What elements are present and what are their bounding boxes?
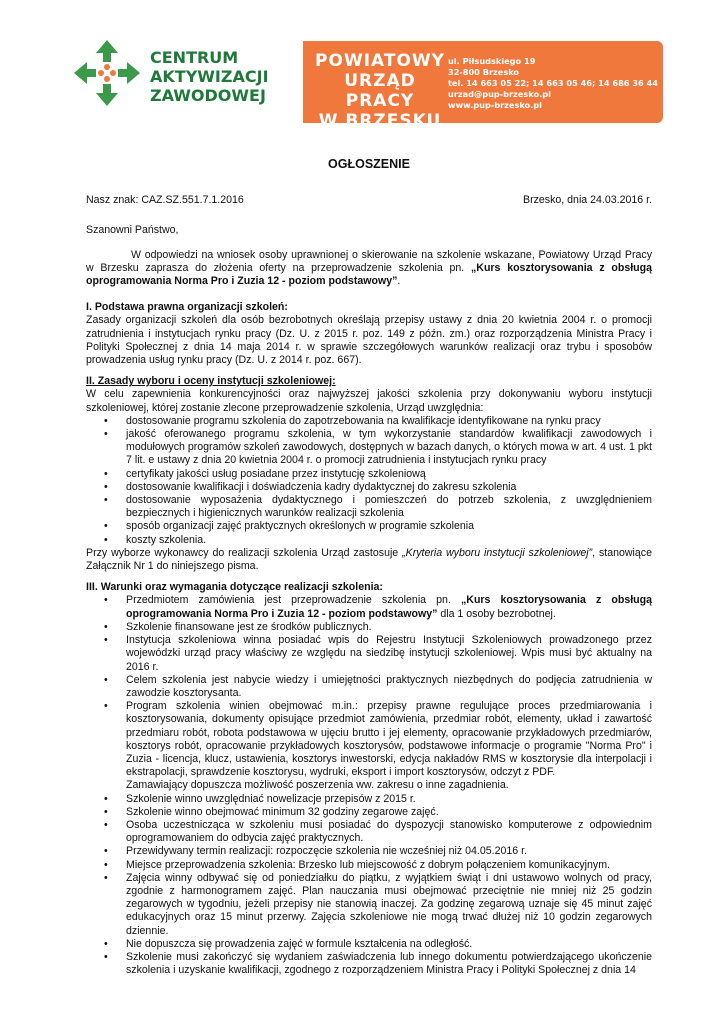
list-item: • jakość oferowanego programu szkolenia, w tym wykorzystanie standardów kwalifikacji zawodowych i modułowych programów szkoleń zawodowych, dostępnych w bazach danych, o których mowa w art. 4 ust. 1 pkt 7 lit. e ustawy z dnia 20 kwietnia 2004 r. o promocji zatrudnienia i instytucjach rynku pracy xyxy=(126,428,652,468)
list-item: • Program szkolenia winien obejmować m.in.: przepisy prawne regulujące proces przedmiarowania i kosztorysowania, dokumenty opisujące przedmiot zamówienia, przedmiar robót, elementy, układ i zawartość przedmiaru robót, robota podstawowa w ujęciu brutto i jej elementy, opracowanie przykładowych przedmiarów, kosztorys robót, opracowanie przykładowych kosztorysów, podstawowe informacje o programie "Norma Pro" i Zuzia - licencja, klucz, ustawienia, kosztorys inwestorski, edycja nakładów RMS w kosztorysie dla interpolacji i ekstrapolacji, sprawdzenie kosztorysu, wydruki, eksport i import kosztorysów, odczyt z PDF. xyxy=(126,700,652,779)
list-item: • Szkolenie winno obejmować minimum 32 godziny zegarowe zajęć. xyxy=(126,806,652,819)
logo-name: CENTRUM AKTYWIZACJI ZAWODOWEJ xyxy=(150,48,269,105)
reference-number: Nasz znak: CAZ.SZ.551.7.1.2016 xyxy=(86,194,244,207)
email-link[interactable]: urzad@pup-brzesko.pl xyxy=(448,89,551,99)
list-item: • certyfikaty jakości usług posiadane przez instytucję szkoleniową xyxy=(126,468,652,481)
office-banner xyxy=(303,41,663,131)
list-item: • Celem szkolenia jest nabycie wiedzy i umiejętności praktycznych niezbędnych do podjęcia zatrudnienia w zawodzie kosztorysanta. xyxy=(126,674,652,700)
list-item: • Miejsce przeprowadzenia szkolenia: Brzesko lub miejscowość z dobrym połączeniem komunikacyjnym. xyxy=(126,859,652,872)
website-link[interactable]: www.pup-brzesko.pl xyxy=(448,100,542,110)
office-name: POWIATOWY URZĄD PRACY W BRZESKU xyxy=(315,51,445,131)
section-1-text: Zasady organizacji szkoleń dla osób bezrobotnych określają przepisy ustawy z dnia 20 kwietnia 2004 r. o promocji zatrudnienia i instytucjach rynku pracy (Dz. U. z 2015 r. poz. 149 z późn. zm.) oraz rozporządzenia Ministra Pracy i Polityki Społecznej z dnia 14 maja 2014 r. w sprawie szczegółowych warunków realizacji oraz trybu i sposobów prowadzenia usług rynku pracy (Dz. U. z 2014 r. poz. 667). xyxy=(86,314,652,367)
section-3-list xyxy=(86,594,652,977)
list-item: • Szkolenie musi zakończyć się wydaniem zaświadczenia lub innego dokumentu potwierdzającego ukończenie szkolenia i uzyskanie kwalifikacji, zgodnego z rozporządzeniem Ministra Pracy i Polityki Społecznej z dnia 14 xyxy=(126,951,652,977)
list-item: • koszty szkolenia. xyxy=(126,534,652,547)
list-item: • Zajęcia winny odbywać się od poniedziałku do piątku, z wyjątkiem świąt i dni ustawowo wolnych od pracy, zgodnie z harmonogramem zajęć. Plan nauczania musi obejmować przeciętnie nie mniej niż 25 godzin zegarowych w tygodniu, jeżeli przepisy nie stanowią inaczej. Za godzinę zegarową uznaje się 45 minut zajęć edukacyjnych oraz 15 minut przerwy. Zajęcia szkoleniowe nie mogą trwać dłużej niż 10 godzin zegarowych dziennie. xyxy=(126,872,652,938)
list-item: • Szkolenie winno uwzględniać nowelizacje przepisów z 2015 r. xyxy=(126,793,652,806)
list-item: • Szkolenie finansowane jest ze środków publicznych. xyxy=(126,621,652,634)
list-item: • Przewidywany termin realizacji: rozpoczęcie szkolenia nie wcześniej niż 04.05.2016 r. xyxy=(126,845,652,858)
document-body xyxy=(86,150,652,977)
list-item: • Przedmiotem zamówienia jest przeprowadzenie szkolenia pn. „Kurs kosztorysowania z obsługą oprogramowania Norma Pro i Zuzia 12 - poziom podstawowy” dla 1 osoby bezrobotnej. xyxy=(126,594,652,620)
letterhead xyxy=(0,0,724,130)
list-item: • Nie dopuszcza się prowadzenia zajęć w formule kształcenia na odległość. xyxy=(126,938,652,951)
list-item: • Instytucja szkoleniowa winna posiadać wpis do Rejestru Instytucji Szkoleniowych prowadzonego przez wojewódzki urząd pracy właściwy ze względu na siedzibę instytucji szkoleniowej. Wpis musi być aktualny na 2016 r. xyxy=(126,634,652,674)
section-1-heading: I. Podstawa prawna organizacji szkoleń: xyxy=(86,301,288,314)
section-2-intro: W celu zapewnienia konkurencyjności oraz najwyższej jakości szkolenia przy dokonywaniu wyboru instytucji szkoleniowej, której zostanie zlecone przeprowadzenie szkolenia, Urząd uwzględnia: xyxy=(86,388,652,414)
section-2-outro: Przy wyborze wykonawcy do realizacji szkolenia Urząd zastosuje „Kryteria wyboru instytucji szkoleniowej”, stanowiące Załącznik Nr 1 do niniejszego pisma. xyxy=(86,546,652,573)
reference-line xyxy=(86,194,652,207)
list-item: • dostosowanie wyposażenia dydaktycznego i pomieszczeń do potrzeb szkolenia, z uwzględnieniem bezpiecznych i higienicznych warunków realizacji szkolenia xyxy=(126,494,652,520)
salutation: Szanowni Państwo, xyxy=(86,224,179,237)
list-item: • dostosowanie programu szkolenia do zapotrzebowania na kwalifikacje identyfikowane na rynku pracy xyxy=(126,415,652,428)
document-date: Brzesko, dnia 24.03.2016 r. xyxy=(523,194,652,207)
list-item: • dostosowanie kwalifikacji i doświadczenia kadry dydaktycznej do zakresu szkolenia xyxy=(126,481,652,494)
section-2-heading: II. Zasady wyboru i oceny instytucji szkoleniowej: xyxy=(86,375,336,388)
section-3-note: Zamawiający dopuszcza możliwość poszerzenia ww. zakresu o inne zagadnienia. xyxy=(126,779,509,792)
section-3-heading: III. Warunki oraz wymagania dotyczące realizacji szkolenia: xyxy=(86,581,383,594)
section-2-list xyxy=(86,415,652,547)
intro-paragraph: W odpowiedzi na wniosek osoby uprawnionej o skierowanie na szkolenie wskazane, Powiatowy Urząd Pracy w Brzesku zaprasza do złożenia oferty na przeprowadzenie szkolenia pn. „Kurs kosztorysowania z obsługą oprogramowania Norma Pro i Zuzia 12 - poziom podstawowy”. xyxy=(86,248,652,288)
arrows-cross-icon xyxy=(72,38,142,108)
list-item: • sposób organizacji zajęć praktycznych określonych w programie szkolenia xyxy=(126,520,652,533)
document-title: OGŁOSZENIE xyxy=(328,157,410,171)
office-contact: ul. Piłsudskiego 19 32-800 Brzesko tel. 14 663 05 22; 14 663 05 46; 14 686 36 44 urzad@pup-brzesko.pl www.pup-brzesko.pl xyxy=(448,56,658,110)
list-item: • Osoba uczestnicząca w szkoleniu musi posiadać do dyspozycji stanowisko komputerowe z odpowiednim oprogramowaniem do odbycia zajęć praktycznych. xyxy=(126,819,652,845)
